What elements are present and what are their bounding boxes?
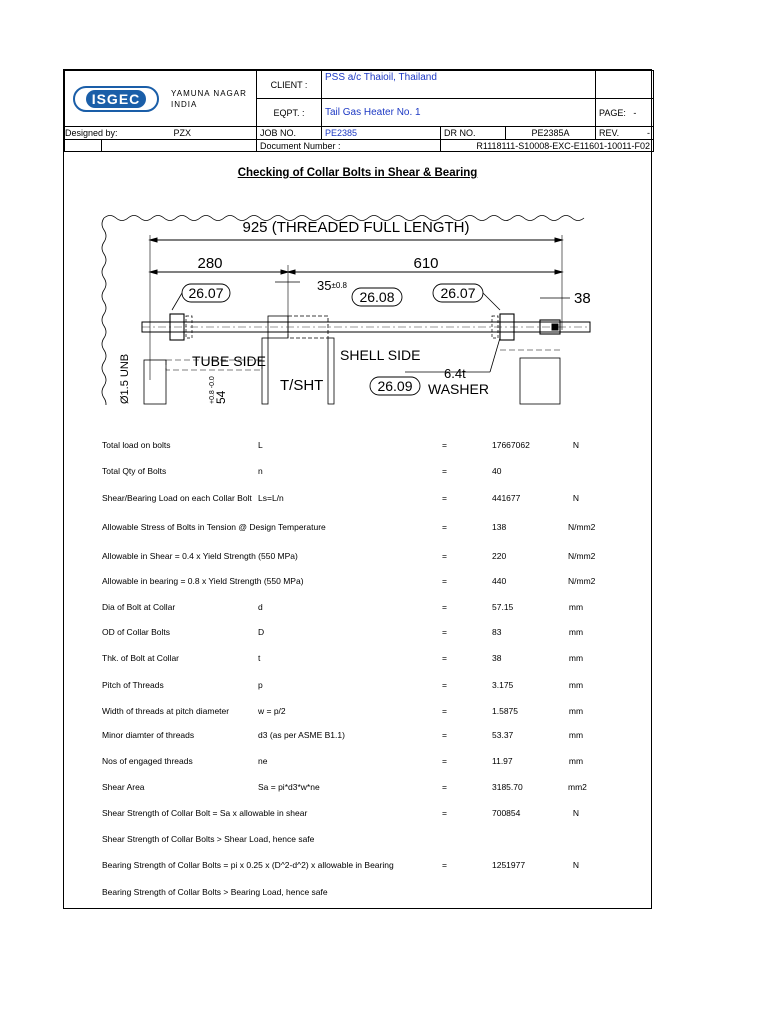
row-symbol: Ls=L/n <box>258 493 284 503</box>
page-title: Checking of Collar Bolts in Shear & Bearing <box>237 167 478 179</box>
rev-value: - <box>647 128 650 138</box>
row-equals: = <box>442 756 447 766</box>
thickness-label: 6.4t <box>444 366 466 381</box>
overall-dim-label: 925 (THREADED FULL LENGTH) <box>242 219 470 236</box>
row-equals: = <box>442 860 447 870</box>
row-unit: mm <box>568 627 584 637</box>
row-equals: = <box>442 627 447 637</box>
row-description: Minor diamter of threads <box>102 730 195 740</box>
calc-row <box>64 438 651 452</box>
row-value: 138 <box>492 522 507 532</box>
designed-by-cell <box>65 127 257 140</box>
rev-cell <box>596 127 654 140</box>
calc-row <box>64 520 651 534</box>
row-value: 11.97 <box>492 756 513 766</box>
calc-row <box>64 832 651 846</box>
calc-row <box>64 549 651 563</box>
row-description: Thk. of Bolt at Collar <box>102 653 180 663</box>
row-value: 3185.70 <box>492 782 523 792</box>
row-unit: mm <box>568 680 584 690</box>
row-unit: N/mm2 <box>568 576 596 586</box>
row-equals: = <box>442 522 447 532</box>
calc-row <box>64 464 651 478</box>
row-description: Allowable in Shear = 0.4 x Yield Strength (550 MPa) <box>102 551 298 561</box>
row-description: Allowable Stress of Bolts in Tension @ Design Temperature <box>102 522 326 532</box>
row-description: Total load on bolts <box>102 440 171 450</box>
row-description: Dia of Bolt at Collar <box>102 602 176 612</box>
calc-row <box>64 678 651 692</box>
shell-side-label: SHELL SIDE <box>340 347 421 363</box>
washer-label: WASHER <box>428 381 489 397</box>
row-description: Shear Strength of Collar Bolt = Sa x allowable in shear <box>102 808 308 818</box>
row-value: 53.37 <box>492 730 514 740</box>
client-value: PSS a/c Thaioil, Thailand <box>322 71 596 99</box>
calc-row <box>64 625 651 639</box>
location-line2: INDIA <box>171 99 198 109</box>
dim-610: 610 <box>413 255 439 272</box>
doc-number-value: R1118111-S10008-EXC-E11601-10011-F02 <box>441 140 654 152</box>
row-equals: = <box>442 680 447 690</box>
job-no-label: JOB NO. <box>257 127 322 140</box>
row-description: Shear/Bearing Load on each Collar Bolt <box>102 493 252 503</box>
row-symbol: d3 (as per ASME B1.1) <box>258 730 345 740</box>
dim-35: 35±0.8 <box>317 278 347 293</box>
page-cell <box>596 99 654 127</box>
row-unit: N <box>572 860 580 870</box>
row-unit: mm <box>568 653 584 663</box>
row-description: Pitch of Threads <box>102 680 164 690</box>
tag-26-08: 26.08 <box>359 289 395 305</box>
calc-row <box>64 806 651 820</box>
eqpt-label: EQPT. : <box>257 99 322 127</box>
title-block <box>64 70 654 152</box>
dr-no-label: DR NO. <box>441 127 506 140</box>
page-label: PAGE: <box>599 107 626 118</box>
row-unit: mm <box>568 706 584 716</box>
designed-by-value: PZX <box>173 128 192 138</box>
row-value: 83 <box>492 627 502 637</box>
row-description: Total Qty of Bolts <box>102 466 167 476</box>
isgec-logo: ISGEC <box>73 86 159 112</box>
job-no-value: PE2385 <box>322 127 441 140</box>
row-description: OD of Collar Bolts <box>102 627 171 637</box>
row-equals: = <box>442 730 447 740</box>
calc-row <box>64 858 651 872</box>
dim-280: 280 <box>197 255 223 272</box>
row-symbol: t <box>258 653 261 663</box>
row-value: 441677 <box>492 493 521 503</box>
rev-label: REV. <box>599 128 620 138</box>
row-symbol: ne <box>258 756 268 766</box>
row-value: 38 <box>492 653 502 663</box>
row-unit: mm <box>568 730 584 740</box>
tsht-label: T/SHT <box>280 377 324 394</box>
row-value: 1251977 <box>492 860 526 870</box>
collar-bolt-drawing <box>100 210 592 405</box>
calc-row <box>64 885 651 899</box>
page-value: - <box>633 107 637 118</box>
dia-label: Ø1.5 UNB <box>119 353 131 404</box>
blank-cell <box>102 140 257 152</box>
row-unit: N <box>572 808 580 818</box>
row-unit: N <box>572 493 580 503</box>
calc-sheet <box>63 69 652 909</box>
tube-side-label: TUBE SIDE <box>192 353 266 369</box>
calc-row <box>64 728 651 742</box>
row-description: Nos of engaged threads <box>102 756 193 766</box>
calc-row <box>64 574 651 588</box>
calc-row <box>64 600 651 614</box>
row-description: Shear Area <box>102 782 145 792</box>
tag-26-07-left: 26.07 <box>188 285 224 301</box>
row-unit: mm <box>568 756 584 766</box>
row-symbol: w = p/2 <box>258 706 286 716</box>
row-description: Shear Strength of Collar Bolts > Shear Load, hence safe <box>102 834 315 844</box>
row-value: 40 <box>492 466 502 476</box>
row-value: 3.175 <box>492 680 514 690</box>
dim-54: 54 <box>214 390 228 404</box>
row-value: 17667062 <box>492 440 530 450</box>
row-unit: mm <box>568 602 584 612</box>
row-description: Bearing Strength of Collar Bolts = pi x 0.25 x (D^2-d^2) x allowable in Bearing <box>102 860 394 870</box>
location-line1: YAMUNA NAGAR <box>171 88 247 98</box>
blank-cell <box>65 140 102 152</box>
row-equals: = <box>442 551 447 561</box>
row-equals: = <box>442 440 447 450</box>
dim-54-tol: +0.8 -0.0 <box>209 376 216 404</box>
designed-by-label: Designed by: <box>65 128 118 138</box>
row-value: 700854 <box>492 808 521 818</box>
row-equals: = <box>442 808 447 818</box>
row-equals: = <box>442 782 447 792</box>
row-unit: N <box>572 440 580 450</box>
break-line-left <box>102 218 106 405</box>
tag-26-07-right: 26.07 <box>440 285 476 301</box>
row-value: 57.15 <box>492 602 514 612</box>
calc-row <box>64 754 651 768</box>
row-equals: = <box>442 653 447 663</box>
logo-cell <box>65 71 257 127</box>
row-unit: N/mm2 <box>568 551 596 561</box>
row-description: Bearing Strength of Collar Bolts > Bearing Load, hence safe <box>102 887 328 897</box>
row-equals: = <box>442 706 447 716</box>
doc-number-label: Document Number : <box>257 140 441 152</box>
row-symbol: n <box>258 466 263 476</box>
calc-row <box>64 780 651 794</box>
dim-38: 38 <box>574 290 591 307</box>
row-symbol: Sa = pi*d3*w*ne <box>258 782 320 792</box>
calc-row <box>64 704 651 718</box>
calc-row <box>64 491 651 505</box>
row-value: 220 <box>492 551 507 561</box>
row-equals: = <box>442 602 447 612</box>
dr-no-value: PE2385A <box>506 127 596 140</box>
row-description: Width of threads at pitch diameter <box>102 706 230 716</box>
row-value: 440 <box>492 576 507 586</box>
row-value: 1.5875 <box>492 706 518 716</box>
page-cell-top <box>596 71 654 99</box>
row-description: Allowable in bearing = 0.8 x Yield Strength (550 MPa) <box>102 576 304 586</box>
row-symbol: d <box>258 602 263 612</box>
eqpt-value: Tail Gas Heater No. 1 <box>322 99 596 127</box>
row-unit: N/mm2 <box>568 522 596 532</box>
row-equals: = <box>442 466 447 476</box>
row-symbol: L <box>258 440 263 450</box>
row-equals: = <box>442 493 447 503</box>
row-equals: = <box>442 576 447 586</box>
row-symbol: D <box>258 627 265 637</box>
tag-26-09: 26.09 <box>377 378 413 394</box>
row-symbol: p <box>258 680 263 690</box>
calc-row <box>64 651 651 665</box>
client-label: CLIENT : <box>257 71 322 99</box>
row-unit: mm2 <box>568 782 587 792</box>
